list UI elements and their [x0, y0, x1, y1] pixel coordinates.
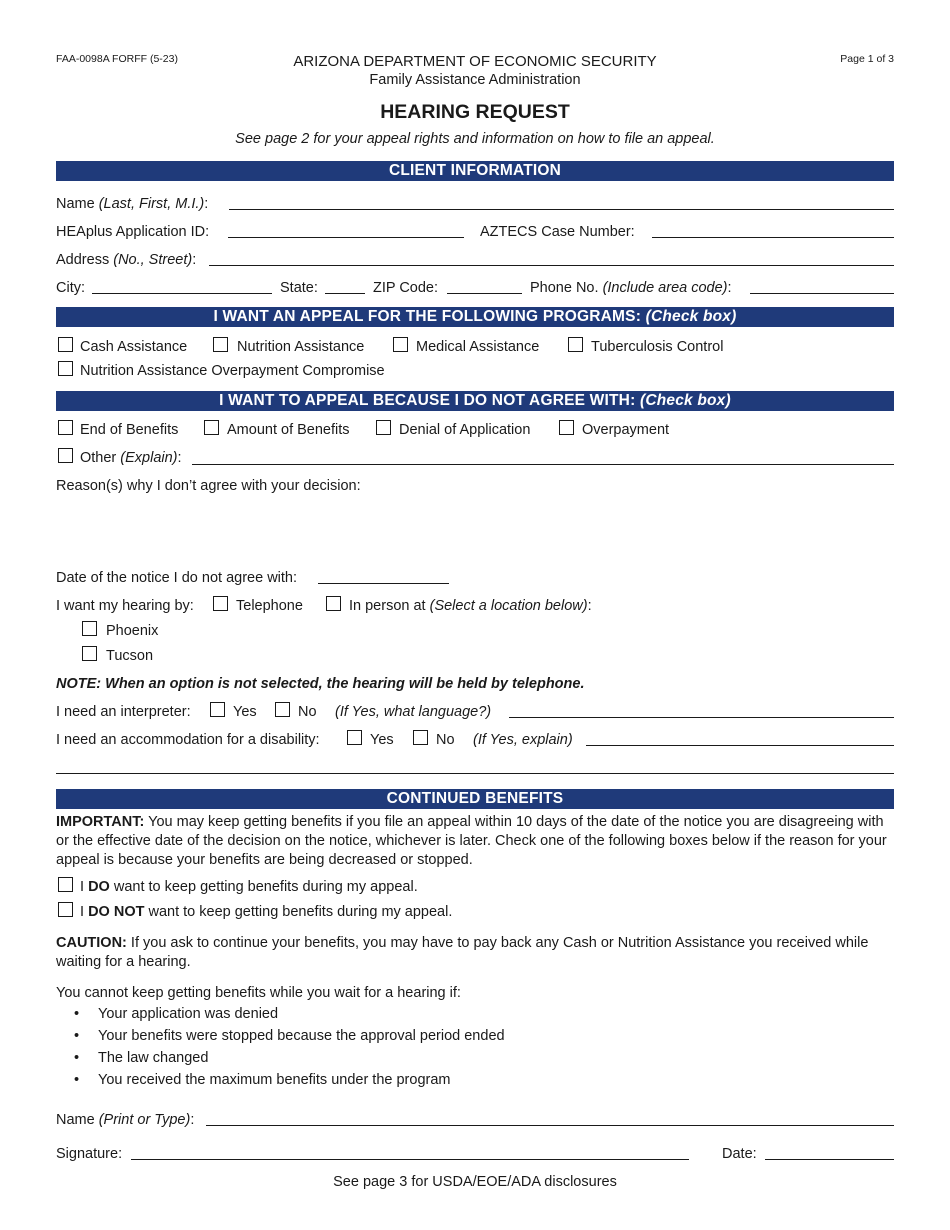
signature-field[interactable] [131, 1159, 689, 1160]
address-label: Address (No., Street): [56, 252, 197, 268]
caution-paragraph: CAUTION: If you ask to continue your benefits, you may have to pay back any Cash or Nutrition Assistance you received while waiting for a hearing. [56, 935, 869, 970]
name-field[interactable] [229, 209, 894, 210]
section-header-appeal-reason: I WANT TO APPEAL BECAUSE I DO NOT AGREE WITH: (Check box) [56, 391, 894, 411]
name-label: Name (Last, First, M.I.): [56, 196, 209, 212]
label-in-person: In person at (Select a location below): [349, 598, 592, 614]
notice-date-field[interactable] [318, 583, 449, 584]
checkbox-cash-assistance[interactable] [58, 337, 73, 352]
bullet-item: • [74, 1028, 80, 1044]
phone-label: Phone No. (Include area code): [530, 280, 732, 296]
disclosure-note: See page 3 for USDA/EOE/ADA disclosures [333, 1174, 617, 1190]
label-accommodation-yes: Yes [370, 732, 394, 748]
checkbox-in-person[interactable] [326, 596, 341, 611]
checkbox-overpayment[interactable] [559, 420, 574, 435]
label-telephone: Telephone [236, 598, 303, 614]
checkbox-accommodation-yes[interactable] [347, 730, 362, 745]
page-title: HEARING REQUEST [380, 101, 570, 123]
bullet-text-maximum-benefits: You received the maximum benefits under the program [98, 1072, 451, 1088]
checkbox-overpayment-compromise[interactable] [58, 361, 73, 376]
label-other: Other (Explain): [80, 450, 182, 466]
notice-date-label: Date of the notice I do not agree with: [56, 570, 298, 586]
bullet-item: • [74, 1072, 80, 1088]
checkbox-amount-of-benefits[interactable] [204, 420, 219, 435]
heaplus-label: HEAplus Application ID: [56, 224, 210, 240]
page-subtitle: See page 2 for your appeal rights and information on how to file an appeal. [235, 131, 715, 147]
checkbox-interpreter-yes[interactable] [210, 702, 225, 717]
division-name: Family Assistance Administration [369, 72, 581, 88]
label-keep-benefits: I DO want to keep getting benefits during my appeal. [80, 879, 418, 895]
date-label: Date: [722, 1146, 757, 1162]
section-header-client-information: CLIENT INFORMATION [56, 161, 894, 181]
state-label: State: [280, 280, 318, 296]
address-field[interactable] [209, 265, 894, 266]
bullet-text-law-changed: The law changed [98, 1050, 209, 1066]
state-field[interactable] [325, 293, 365, 294]
label-phoenix: Phoenix [106, 623, 159, 639]
accommodation-label: I need an accommodation for a disability: [56, 732, 320, 748]
print-name-label: Name (Print or Type): [56, 1112, 195, 1128]
aztecs-field[interactable] [652, 237, 894, 238]
label-tuberculosis-control: Tuberculosis Control [591, 339, 724, 355]
label-end-of-benefits: End of Benefits [80, 422, 179, 438]
label-amount-of-benefits: Amount of Benefits [227, 422, 350, 438]
date-field[interactable] [765, 1159, 894, 1160]
agency-name: ARIZONA DEPARTMENT OF ECONOMIC SECURITY [293, 53, 657, 70]
checkbox-tuberculosis-control[interactable] [568, 337, 583, 352]
label-interpreter-yes: Yes [233, 704, 257, 720]
form-id: FAA-0098A FORFF (5-23) [56, 53, 178, 65]
city-field[interactable] [92, 293, 272, 294]
checkbox-interpreter-no[interactable] [275, 702, 290, 717]
important-paragraph: IMPORTANT: You may keep getting benefits if you file an appeal within 10 days of the date of the notice you are disagreeing with or the effective date of the decision on the notice, whichever is later. Check one of the following boxes below if the reason for your appeal is because your benefits are being decreased or stopped. [56, 814, 887, 868]
checkbox-end-of-benefits[interactable] [58, 420, 73, 435]
checkbox-keep-benefits[interactable] [58, 877, 73, 892]
zip-label: ZIP Code: [373, 280, 439, 296]
checkbox-telephone[interactable] [213, 596, 228, 611]
aztecs-label: AZTECS Case Number: [480, 224, 635, 240]
telephone-note: NOTE: When an option is not selected, the hearing will be held by telephone. [56, 676, 585, 692]
section-header-programs: I WANT AN APPEAL FOR THE FOLLOWING PROGRAMS: (Check box) [56, 307, 894, 327]
phone-field[interactable] [750, 293, 894, 294]
label-tucson: Tucson [106, 648, 154, 664]
section-header-continued-benefits: CONTINUED BENEFITS [56, 789, 894, 809]
cannot-keep-benefits-text: You cannot keep getting benefits while you wait for a hearing if: [56, 985, 461, 1001]
signature-label: Signature: [56, 1146, 123, 1162]
checkbox-phoenix[interactable] [82, 621, 97, 636]
checkbox-stop-benefits[interactable] [58, 902, 73, 917]
checkbox-medical-assistance[interactable] [393, 337, 408, 352]
bullet-item: • [74, 1050, 80, 1066]
zip-field[interactable] [447, 293, 522, 294]
heaplus-field[interactable] [228, 237, 464, 238]
label-cash-assistance: Cash Assistance [80, 339, 188, 355]
label-denial-of-application: Denial of Application [399, 422, 531, 438]
label-interpreter-no: No [298, 704, 317, 720]
interpreter-hint: (If Yes, what language?) [335, 704, 492, 720]
other-explain-field[interactable] [192, 464, 894, 465]
accommodation-hint: (If Yes, explain) [473, 732, 573, 748]
checkbox-other[interactable] [58, 448, 73, 463]
interpreter-label: I need an interpreter: [56, 704, 191, 720]
checkbox-nutrition-assistance[interactable] [213, 337, 228, 352]
label-nutrition-assistance: Nutrition Assistance [237, 339, 365, 355]
interpreter-language-field[interactable] [509, 717, 894, 718]
bullet-item: • [74, 1006, 80, 1022]
label-overpayment-compromise: Nutrition Assistance Overpayment Compromise [80, 363, 385, 379]
label-accommodation-no: No [436, 732, 455, 748]
label-overpayment: Overpayment [582, 422, 670, 438]
hearing-by-label: I want my hearing by: [56, 598, 194, 614]
page-number: Page 1 of 3 [840, 53, 894, 65]
label-medical-assistance: Medical Assistance [416, 339, 540, 355]
checkbox-denial-of-application[interactable] [376, 420, 391, 435]
bullet-text-approval-ended: Your benefits were stopped because the approval period ended [98, 1028, 505, 1044]
city-label: City: [56, 280, 85, 296]
print-name-field[interactable] [206, 1125, 894, 1126]
checkbox-accommodation-no[interactable] [413, 730, 428, 745]
accommodation-explain-field[interactable] [586, 745, 894, 746]
bullet-text-denied: Your application was denied [98, 1006, 279, 1022]
reasons-label: Reason(s) why I don’t agree with your decision: [56, 478, 361, 494]
accommodation-explain-field-line2[interactable] [56, 773, 894, 774]
label-stop-benefits: I DO NOT want to keep getting benefits during my appeal. [80, 904, 453, 920]
checkbox-tucson[interactable] [82, 646, 97, 661]
reasons-field[interactable] [56, 496, 894, 566]
